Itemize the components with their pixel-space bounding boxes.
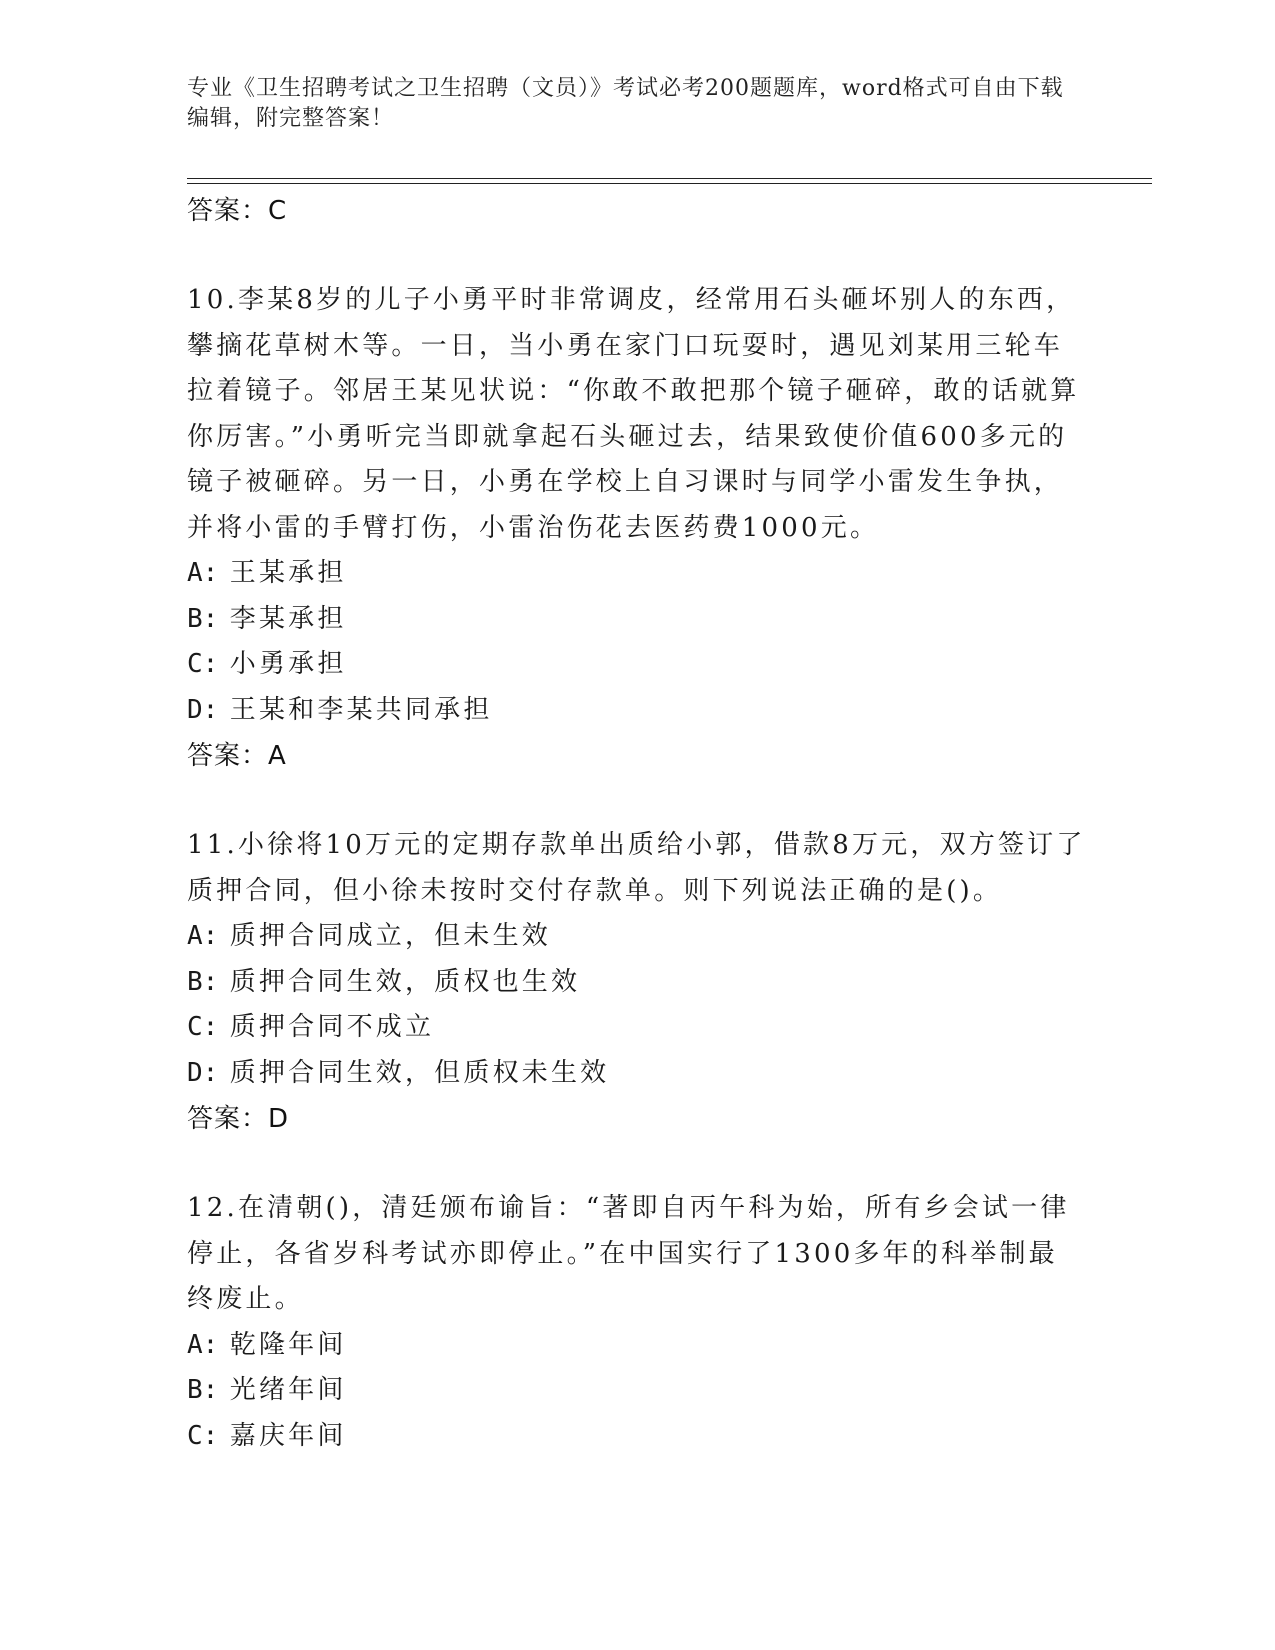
question-block bbox=[187, 278, 1087, 779]
option-text: 嘉庆年间 bbox=[229, 1420, 347, 1451]
option-text: 质押合同不成立 bbox=[229, 1012, 435, 1042]
option-label: D: bbox=[187, 1057, 219, 1088]
option-text: 李某承担 bbox=[229, 603, 347, 634]
header-rule-top bbox=[187, 178, 1152, 179]
option-text: 质押合同生效，质权也生效 bbox=[229, 966, 581, 997]
option-label: D: bbox=[187, 694, 219, 725]
option-c bbox=[187, 1414, 1087, 1460]
option-text: 质押合同成立，但未生效 bbox=[229, 921, 551, 951]
question-list bbox=[187, 188, 1087, 1459]
document-header: 专业《卫生招聘考试之卫生招聘（文员）》考试必考200题题库，word格式可自由下载编辑，附完整答案！ bbox=[187, 76, 1064, 131]
header-rule-bottom bbox=[187, 183, 1152, 184]
answer-line: 答案：A bbox=[187, 741, 287, 771]
option-text: 小勇承担 bbox=[229, 649, 347, 679]
option-text: 王某和李某共同承担 bbox=[229, 694, 493, 725]
option-d bbox=[187, 688, 1087, 734]
question-text: 10.李某8岁的儿子小勇平时非常调皮，经常用石头砸坏别人的东西，攀摘花草树木等。一日，当小勇在家门口玩耍时，遇见刘某用三轮车拉着镜子。邻居王某见状说：“你敢不敢把那个镜子砸碎，敢的话就算你厉害。”小勇听完当即就拿起石头砸过去，结果致使价值600多元的镜子被砸碎。另一日，小勇在学校上自习课时与同学小雷发生争执，并将小雷的手臂打伤，小雷治伤花去医药费1000元。 bbox=[187, 285, 1080, 543]
option-label: B: bbox=[187, 603, 219, 634]
answer-line: 答案：C bbox=[187, 196, 288, 226]
option-label: C: bbox=[187, 649, 219, 679]
option-b bbox=[187, 960, 1087, 1006]
option-label: B: bbox=[187, 966, 219, 997]
option-c bbox=[187, 642, 1087, 688]
option-label: A: bbox=[187, 1329, 219, 1360]
option-label: B: bbox=[187, 1375, 219, 1405]
option-text: 质押合同生效，但质权未生效 bbox=[229, 1057, 610, 1088]
option-c bbox=[187, 1005, 1087, 1051]
option-d bbox=[187, 1051, 1087, 1097]
answer-line: 答案：D bbox=[187, 1104, 290, 1134]
question-text: 12.在清朝()，清廷颁布谕旨：“著即自丙午科为始，所有乡会试一律停止，各省岁科考试亦即停止。”在中国实行了1300多年的科举制最终废止。 bbox=[187, 1193, 1070, 1314]
option-b bbox=[187, 597, 1087, 643]
option-label: A: bbox=[187, 558, 219, 588]
option-a bbox=[187, 551, 1087, 597]
question-block bbox=[187, 823, 1087, 1142]
option-label: A: bbox=[187, 921, 219, 951]
question-block bbox=[187, 1186, 1087, 1459]
option-b bbox=[187, 1368, 1087, 1414]
option-text: 王某承担 bbox=[229, 558, 347, 588]
question-text: 11.小徐将10万元的定期存款单出质给小郭，借款8万元，双方签订了质押合同，但小徐未按时交付存款单。则下列说法正确的是()。 bbox=[187, 830, 1086, 906]
option-text: 光绪年间 bbox=[229, 1375, 347, 1405]
option-label: C: bbox=[187, 1420, 219, 1451]
option-label: C: bbox=[187, 1012, 219, 1042]
option-a bbox=[187, 1323, 1087, 1369]
option-a bbox=[187, 914, 1087, 960]
option-text: 乾隆年间 bbox=[229, 1329, 347, 1360]
